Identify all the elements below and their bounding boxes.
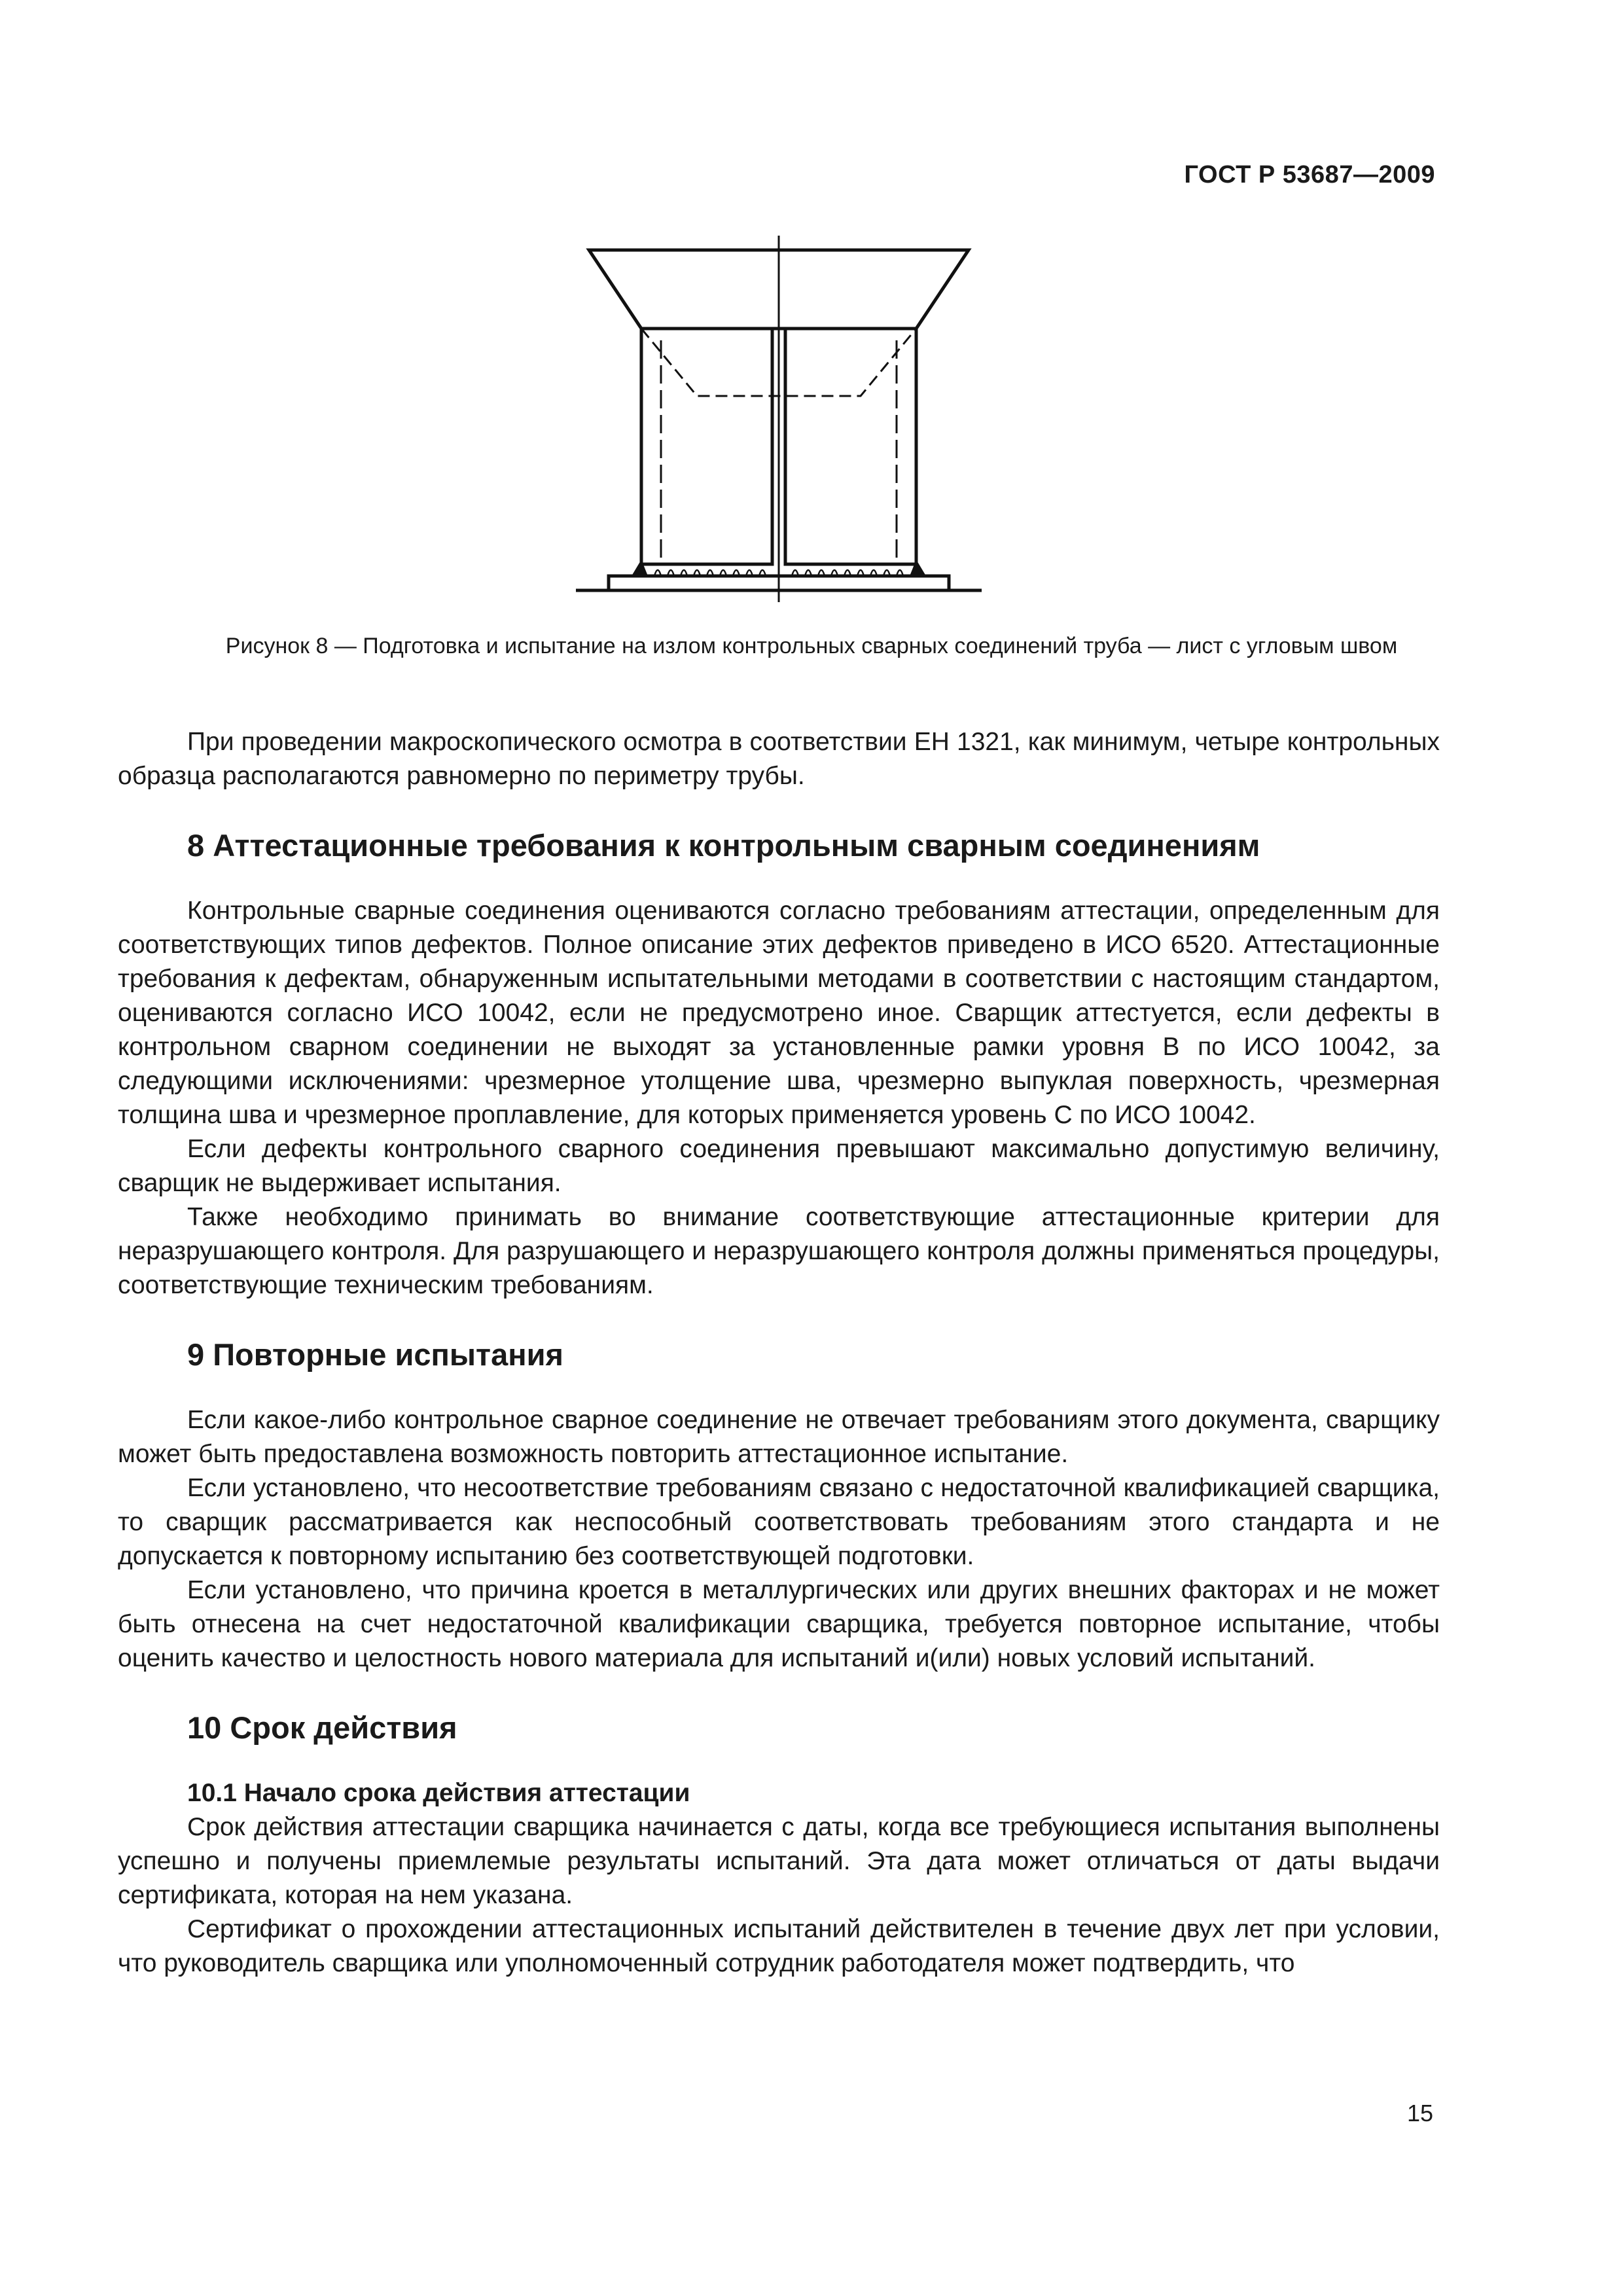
subsection-10-1-title: 10.1 Начало срока действия аттестации	[187, 1779, 690, 1807]
figure-8-drawing	[576, 236, 982, 602]
subsection-10-1-paragraph: Сертификат о прохождении аттестационных испытаний действителен в течение двух лет при условии, что руководитель сварщика или уполномоченный сотрудник работодателя может подтвердить, что	[118, 1915, 1440, 1977]
section-8-paragraph: Если дефекты контрольного сварного соединения превышают максимально допустимую величину, сварщик не выдерживает испытания.	[118, 1135, 1440, 1197]
figure-caption: Рисунок 8 — Подготовка и испытание на излом контрольных сварных соединений труба — лист с угловым швом	[225, 634, 1398, 658]
section-8-title: 8 Аттестационные требования к контрольным сварным соединениям	[187, 828, 1260, 863]
section-9-paragraph: Если установлено, что несоответствие требованиям связано с недостаточной квалификацией сварщика, то сварщик рассматривается как неспособный соответствовать требованиям этого стандарта и не допускается к повторному испытанию без соответствующей подготовки.	[118, 1474, 1440, 1570]
section-8-paragraph: Контрольные сварные соединения оцениваются согласно требованиям аттестации, определенным для соответствующих типов дефектов. Полное описание этих дефектов приведено в ИСО 6520. Аттестационные требования к дефектам, обнаруженным испытательными методами в соответствии с настоящим стандартом, оцениваются согласно ИСО 10042, если не предусмотрено иное. Сварщик аттестуется, если дефекты в контрольном сварном соединении не выходят за установленные рамки уровня В по ИСО 10042, за следующими исключениями: чрезмерное утолщение шва, чрезмерно выпуклая поверхность, чрезмерная толщина шва и чрезмерное проплавление, для которых применяется уровень С по ИСО 10042.	[118, 897, 1440, 1129]
page-number: 15	[1406, 2100, 1433, 2126]
intro-paragraph: При проведении макроскопического осмотра в соответствии ЕН 1321, как минимум, четыре контрольных образца располагаются равномерно по периметру трубы.	[118, 728, 1440, 790]
document-body	[118, 725, 1440, 1981]
section-10-title: 10 Срок действия	[187, 1710, 457, 1745]
section-9-paragraph: Если установлено, что причина кроется в металлургических или других внешних факторах и не может быть отнесена на счет недостаточной квалификации сварщика, требуется повторное испытание, чтобы оценить качество и целостность нового материала для испытаний и(или) новых условий испытаний.	[118, 1576, 1440, 1672]
doc-code-header: ГОСТ Р 53687—2009	[1184, 161, 1435, 188]
section-9-paragraph: Если какое-либо контрольное сварное соединение не отвечает требованиям этого документа, сварщику может быть предоставлена возможность повторить аттестационное испытание.	[118, 1406, 1440, 1468]
section-9-title: 9 Повторные испытания	[187, 1337, 563, 1372]
subsection-10-1-paragraph: Срок действия аттестации сварщика начинается с даты, когда все требующиеся испытания выполнены успешно и получены приемлемые результаты испытаний. Эта дата может отличаться от даты выдачи сертификата, которая на нем указана.	[118, 1813, 1440, 1909]
section-8-paragraph: Также необходимо принимать во внимание соответствующие аттестационные критерии для неразрушающего контроля. Для разрушающего и неразрушающего контроля должны применяться процедуры, соответствующие техническим требованиям.	[118, 1203, 1440, 1299]
